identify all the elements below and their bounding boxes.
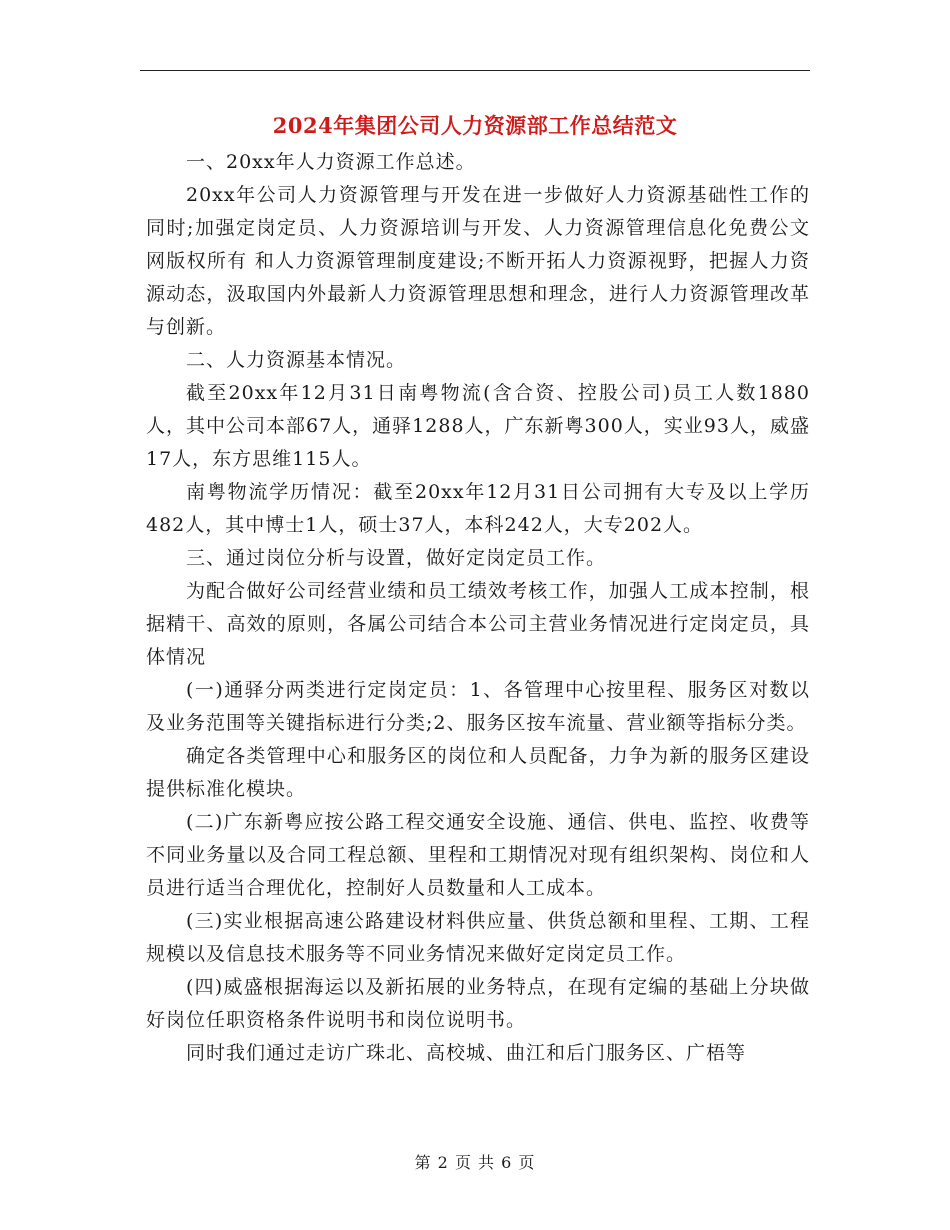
paragraph-section-3-heading: 三、通过岗位分析与设置，做好定岗定员工作。 <box>186 547 607 569</box>
paragraph-section-1-heading: 一、20xx年人力资源工作总述。 <box>186 151 476 173</box>
document-title: 2024年集团公司人力资源部工作总结范文 <box>272 113 678 138</box>
paragraph-staff-count: 截至20xx年12月31日南粤物流(含合资、控股公司)员工人数1880人，其中公司本部67人，通驿1288人，广东新粤300人，实业93人，威盛17人，东方思维115人。 <box>146 382 810 470</box>
paragraph-section-2-heading: 二、人力资源基本情况。 <box>186 349 407 371</box>
paragraph-item-1-followup: 确定各类管理中心和服务区的岗位和人员配备，力争为新的服务区建设提供标准化模块。 <box>146 745 810 800</box>
header-rule <box>140 70 810 71</box>
paragraph-overview: 20xx年公司人力资源管理与开发在进一步做好人力资源基础性工作的同时;加强定岗定员、人力资源培训与开发、人力资源管理信息化免费公文网版权所有 和人力资源管理制度建设;不断开拓人力资源视野，把握人力资源动态，汲取国内外最新人力资源管理思想和理念，进行人力资源管理改革与创新。 <box>146 184 810 338</box>
document-body <box>146 146 810 1070</box>
paragraph-item-2: (二)广东新粤应按公路工程交通安全设施、通信、供电、监控、收费等不同业务量以及合同工程总额、里程和工期情况对现有组织架构、岗位和人员进行适当合理优化，控制好人员数量和人工成本。 <box>146 811 810 899</box>
page-number-footer: 第 2 页 共 6 页 <box>414 1153 536 1172</box>
paragraph-item-4: (四)威盛根据海运以及新拓展的业务特点，在现有定编的基础上分块做好岗位任职资格条件说明书和岗位说明书。 <box>146 976 810 1031</box>
paragraph-staffing-intro: 为配合做好公司经营业绩和员工绩效考核工作，加强人工成本控制，根据精干、高效的原则，各属公司结合本公司主营业务情况进行定岗定员，具体情况 <box>146 580 810 668</box>
paragraph-item-1: (一)通驿分两类进行定岗定员：1、各管理中心按里程、服务区对数以及业务范围等关键指标进行分类;2、服务区按车流量、营业额等指标分类。 <box>146 679 810 734</box>
paragraph-education: 南粤物流学历情况：截至20xx年12月31日公司拥有大专及以上学历482人，其中博士1人，硕士37人，本科242人，大专202人。 <box>146 481 810 536</box>
paragraph-item-3: (三)实业根据高速公路建设材料供应量、供货总额和里程、工期、工程规模以及信息技术服务等不同业务情况来做好定岗定员工作。 <box>146 910 810 965</box>
paragraph-closing: 同时我们通过走访广珠北、高校城、曲江和后门服务区、广梧等 <box>186 1042 747 1064</box>
